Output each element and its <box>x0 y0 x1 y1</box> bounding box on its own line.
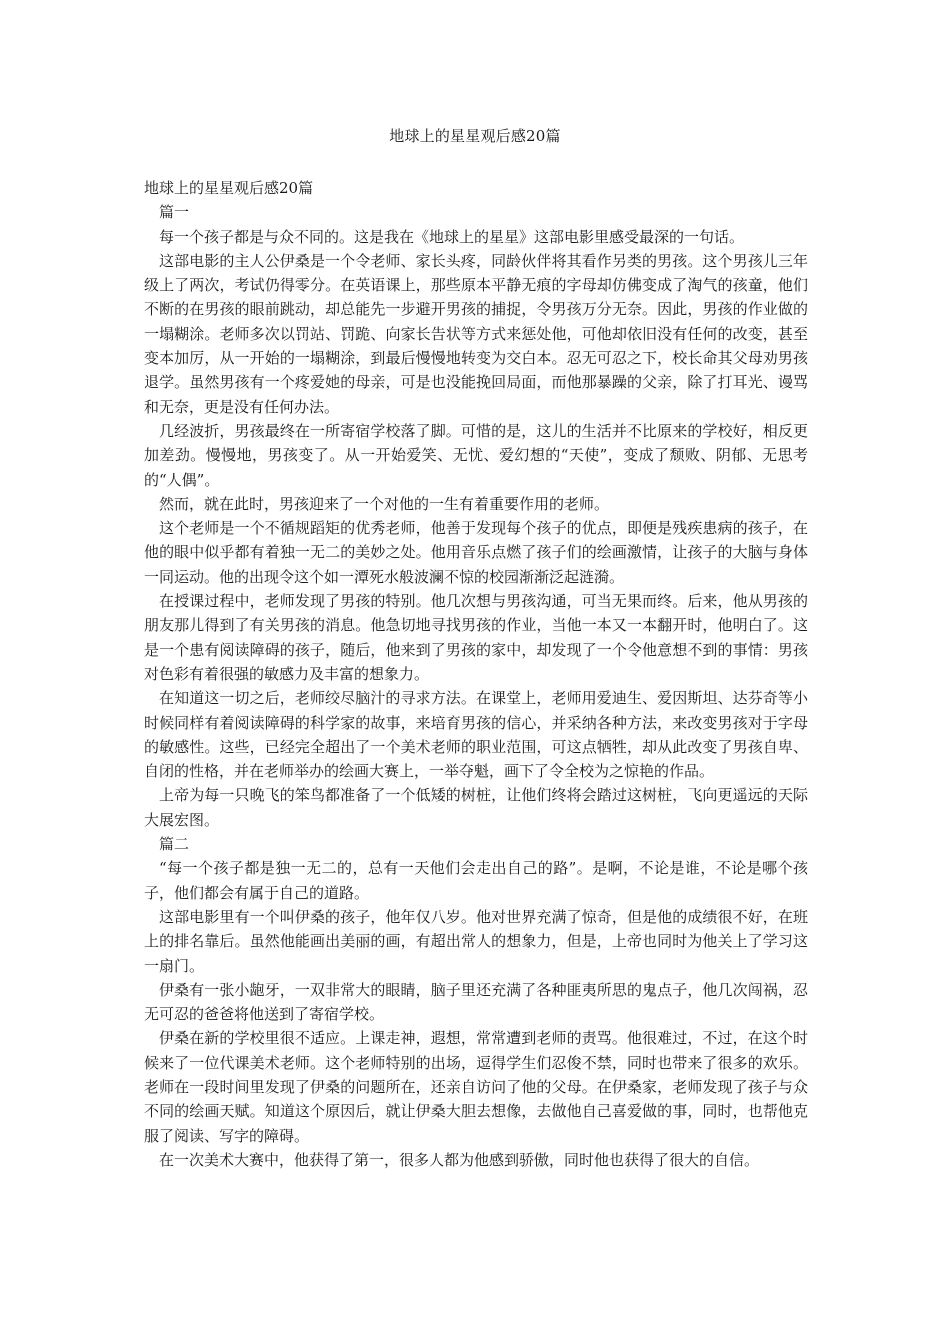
paragraph: 上帝为每一只晚飞的笨鸟都准备了一个低矮的树桩，让他们终将会踏过这树桩，飞向更遥远的天际大展宏图。 <box>144 786 808 829</box>
paragraph: 伊桑在新的学校里很不适应。上课走神，遐想，常常遭到老师的责骂。他很难过，不过，在这个时候来了一位代课美术老师。这个老师特别的出场，逗得学生们忍俊不禁，同时也带来了很多的欢乐。老师在一段时间里发现了伊桑的问题所在，还亲自访问了他的父母。在伊桑家，老师发现了孩子与众不同的绘画天赋。知道这个原因后，就让伊桑大胆去想像，去做他自己喜爱做的事，同时，也帮他克服了阅读、写字的障碍。 <box>144 1029 808 1145</box>
paragraph: 伊桑有一张小龅牙，一双非常大的眼睛，脑子里还充满了各种匪夷所思的鬼点子，他几次闯祸，忍无可忍的爸爸将他送到了寄宿学校。 <box>144 980 808 1024</box>
paragraph: 然而，就在此时，男孩迎来了一个对他的一生有着重要作用的老师。 <box>159 494 610 513</box>
paragraph: 在知道这一切之后，老师绞尽脑汁的寻求方法。在课堂上，老师用爱迪生、爱因斯坦、达芬奇等小时候同样有着阅读障碍的科学家的故事，来培育男孩的信心，并采纳各种方法，来改变男孩对于字母的敏感性。这些，已经完全超出了一个美术老师的职业范围，可这点牺牲，却从此改变了男孩自卑、自闭的性格，并在老师举办的绘画大赛上，一举夺魁，画下了令全校为之惊艳的作品。 <box>144 689 808 781</box>
paragraph: 在一次美术大赛中，他获得了第一，很多人都为他感到骄傲，同时他也获得了很大的自信。 <box>159 1150 760 1169</box>
document-title: 地球上的星星观后感20篇 <box>389 127 561 145</box>
paragraph: 这部电影的主人公伊桑是一个令老师、家长头疼，同龄伙伴将其看作另类的男孩。这个男孩儿三年级上了两次，考试仍得零分。在英语课上，那些原本平静无痕的字母却仿佛变成了淘气的孩童，他们不断的在男孩的眼前跳动，却总能先一步避开男孩的捕捉，令男孩万分无奈。因此，男孩的作业做的一塌糊涂。老师多次以罚站、罚跪、向家长告状等方式来惩处他，可他却依旧没有任何的改变，甚至变本加厉，从一开始的一塌糊涂，到最后慢慢地转变为交白本。忍无可忍之下，校长命其父母劝男孩退学。虽然男孩有一个疼爱她的母亲，可是也没能挽回局面，而他那暴躁的父亲，除了打耳光、谩骂和无奈，更是没有任何办法。 <box>144 251 808 416</box>
paragraph: 几经波折，男孩最终在一所寄宿学校落了脚。可惜的是，这儿的生活并不比原来的学校好，相反更加差劲。慢慢地，男孩变了。从一开始爱笑、无忧、爱幻想的“天使”，变成了颓败、阴郁、无思考的“人偶”。 <box>144 421 808 489</box>
document-subtitle: 地球上的星星观后感20篇 <box>144 179 314 197</box>
paragraph: 每一个孩子都是与众不同的。这是我在《地球上的星星》这部电影里感受最深的一句话。 <box>159 227 745 246</box>
section-heading: 篇二 <box>159 835 190 854</box>
section-heading: 篇一 <box>159 203 190 222</box>
paragraph: 在授课过程中，老师发现了男孩的特别。他几次想与男孩沟通，可当无果而终。后来，他从男孩的朋友那儿得到了有关男孩的消息。他急切地寻找男孩的作业，当他一本又一本翻开时，他明白了。这是一个患有阅读障碍的孩子，随后，他来到了男孩的家中，却发现了一个令他意想不到的事情：男孩对色彩有着很强的敏感力及丰富的想象力。 <box>144 592 808 683</box>
paragraph: “每一个孩子都是独一无二的，总有一天他们会走出自己的路”。是啊，不论是谁，不论是哪个孩子，他们都会有属于自己的道路。 <box>144 859 808 902</box>
paragraph: 这个老师是一个不循规蹈矩的优秀老师，他善于发现每个孩子的优点，即便是残疾患病的孩子，在他的眼中似乎都有着独一无二的美妙之处。他用音乐点燃了孩子们的绘画激情，让孩子的大脑与身体一同运动。他的出现令这个如一潭死水般波澜不惊的校园渐渐泛起涟漪。 <box>144 519 808 586</box>
document-body <box>144 176 808 1172</box>
paragraph: 这部电影里有一个叫伊桑的孩子，他年仅八岁。他对世界充满了惊奇，但是他的成绩很不好，在班上的排名靠后。虽然他能画出美丽的画，有超出常人的想象力，但是，上帝也同时为他关上了学习这一扇门。 <box>144 907 808 975</box>
